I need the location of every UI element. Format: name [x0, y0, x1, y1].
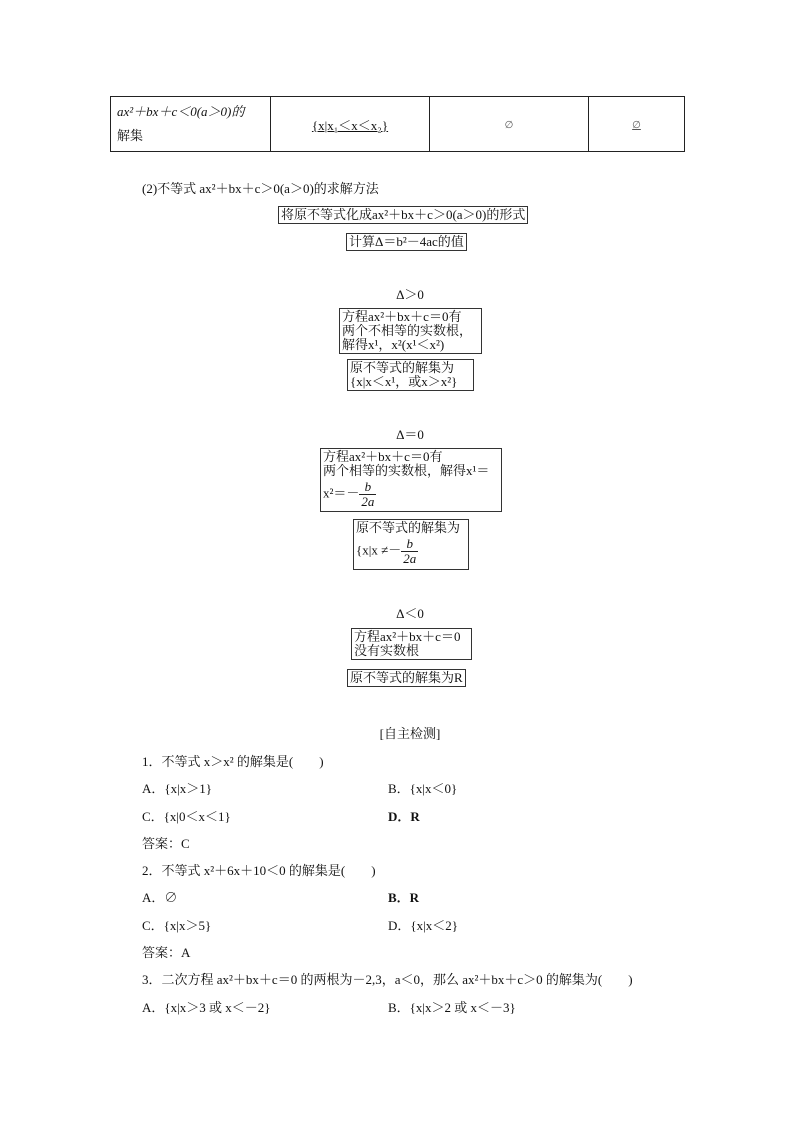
box-text: 解得x¹，x²(x¹＜x²)	[342, 337, 445, 352]
question-1-option-a: A．{x|x＞1}	[142, 781, 212, 796]
case-zero-roots-box	[320, 448, 502, 512]
table-cell-inequality	[111, 97, 271, 152]
question-2: 2．不等式 x²＋6x＋10＜0 的解集是( )	[142, 863, 376, 878]
fraction-numerator: b	[359, 480, 376, 495]
box-text: 原不等式的解集为	[350, 360, 455, 375]
fraction-numerator: b	[401, 537, 418, 552]
box-text: 方程ax²＋bx＋c＝0有	[342, 309, 462, 324]
case-positive-label: Δ＞0	[396, 287, 424, 302]
table-cell-no-root	[589, 97, 685, 152]
cell-text: ax²＋bx＋c＜0(a＞0)的	[117, 104, 245, 119]
fraction	[401, 537, 418, 566]
box-text: x²＝－	[323, 485, 360, 501]
question-2-answer: 答案：A	[142, 945, 191, 960]
section-title: [自主检测]	[379, 726, 441, 741]
question-3-option-b: B．{x|x＞2 或 x＜－3}	[388, 1000, 516, 1015]
flow-step-discriminant: 计算Δ＝b²－4ac的值	[346, 233, 467, 251]
box-text: 方程ax²＋bx＋c＝0有	[323, 449, 443, 464]
table-cell-two-roots	[271, 97, 430, 152]
box-text: 两个相等的实数根，解得x¹＝	[323, 463, 490, 478]
table-row	[111, 97, 685, 152]
question-1: 1．不等式 x＞x² 的解集是( )	[142, 754, 324, 769]
question-1-option-c: C．{x|0＜x＜1}	[142, 809, 231, 824]
cell-text: {x|x₁＜x＜x₂}	[311, 117, 389, 133]
box-text: 没有实数根	[354, 643, 420, 658]
question-2-option-d: D．{x|x＜2}	[388, 918, 458, 933]
case-positive-roots-box	[339, 308, 482, 354]
fraction	[359, 480, 376, 509]
case-positive-solution-box	[347, 359, 474, 391]
method-title: (2)不等式 ax²＋bx＋c＞0(a＞0)的求解方法	[142, 181, 379, 196]
fraction-denominator: 2a	[361, 494, 375, 509]
box-text: 原不等式的解集为	[356, 520, 461, 535]
question-2-option-b: B．R	[388, 890, 420, 905]
box-text: 方程ax²＋bx＋c＝0	[354, 629, 461, 644]
question-2-option-c: C．{x|x＞5}	[142, 918, 212, 933]
question-3: 3．二次方程 ax²＋bx＋c＝0 的两根为－2,3，a＜0，那么 ax²＋bx＋c＞0 的解集为( )	[142, 972, 633, 987]
question-1-option-b: B．{x|x＜0}	[388, 781, 458, 796]
solution-set-table	[110, 96, 685, 152]
case-zero-solution-box	[353, 519, 469, 570]
case-negative-roots-box	[351, 628, 472, 660]
fraction-denominator: 2a	[403, 551, 417, 566]
question-3-option-a: A．{x|x＞3 或 x＜－2}	[142, 1000, 271, 1015]
question-1-option-d: D．R	[388, 809, 420, 824]
cell-text: ∅	[504, 120, 514, 131]
question-1-answer: 答案：C	[142, 836, 190, 851]
flow-step-normalize: 将原不等式化成ax²＋bx＋c＞0(a＞0)的形式	[278, 206, 528, 224]
case-negative-solution-box: 原不等式的解集为R	[347, 669, 466, 687]
question-2-option-a: A．∅	[142, 890, 178, 905]
case-zero-label: Δ＝0	[396, 427, 424, 442]
box-text: {x|x＜x¹，或x＞x²}	[350, 374, 458, 389]
box-text: 两个不相等的实数根，	[342, 323, 473, 338]
box-text: {x|x ≠－	[356, 542, 402, 558]
cell-text: ∅	[632, 120, 641, 131]
cell-text: 解集	[117, 128, 144, 143]
case-negative-label: Δ＜0	[396, 606, 424, 621]
table-cell-one-root	[430, 97, 589, 152]
